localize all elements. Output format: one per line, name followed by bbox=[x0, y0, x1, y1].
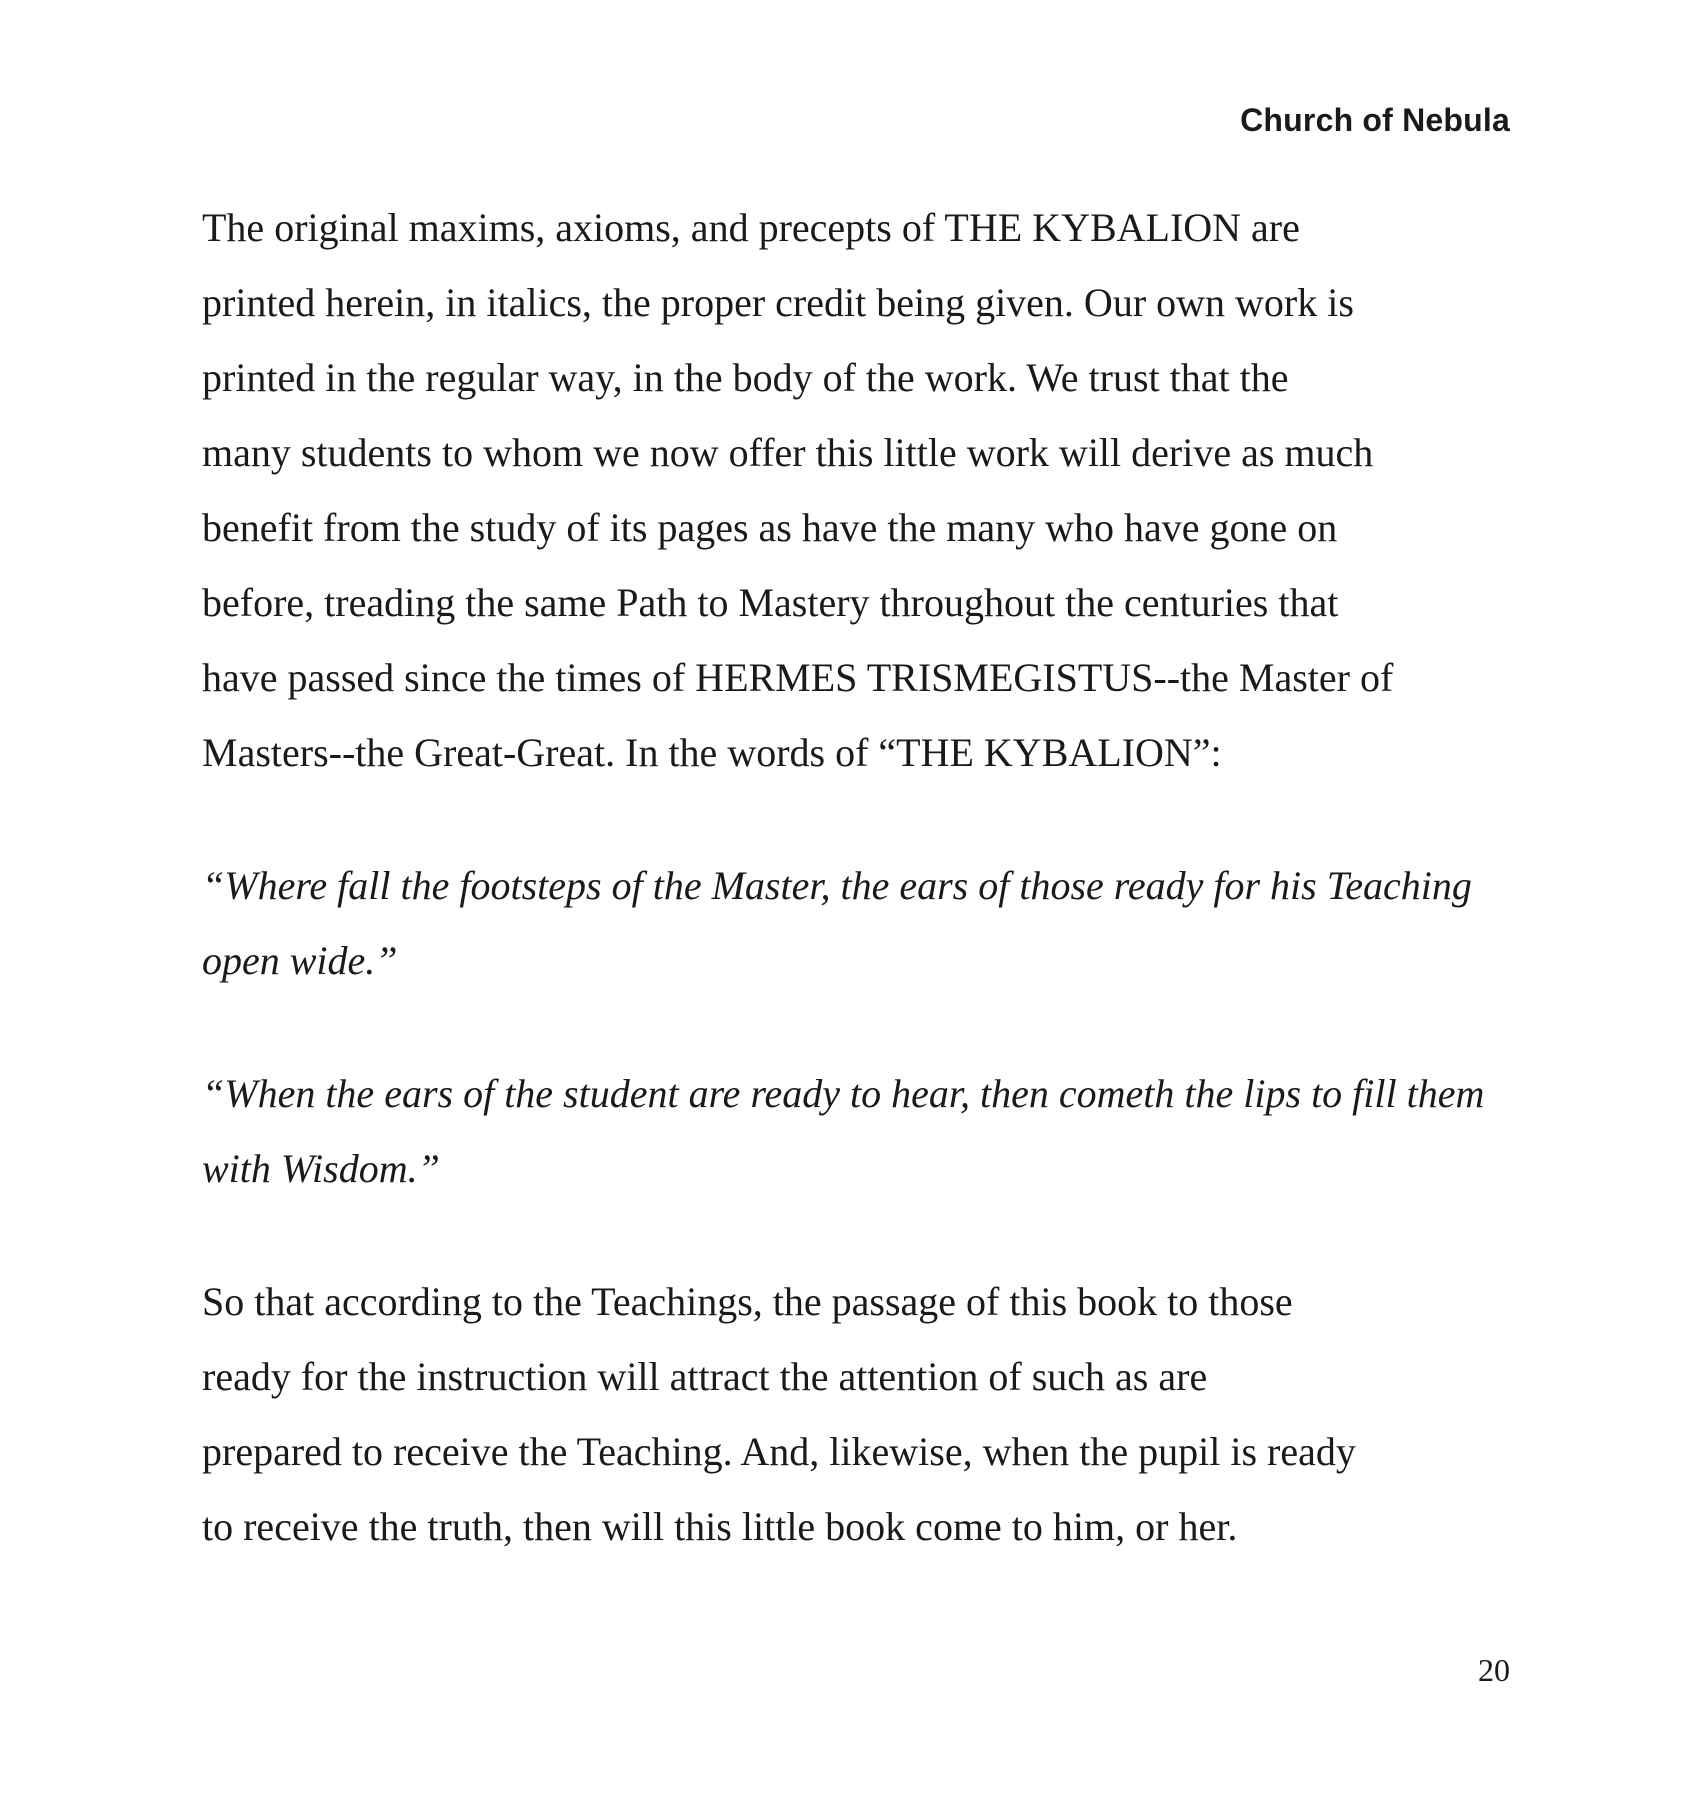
text-line: prepared to receive the Teaching. And, likewise, when the pupil is ready bbox=[202, 1429, 1356, 1474]
kybalion-quote-2 bbox=[202, 1056, 1532, 1206]
text-line: benefit from the study of its pages as have the many who have gone on bbox=[202, 505, 1338, 550]
text-line: ready for the instruction will attract the attention of such as are bbox=[202, 1354, 1208, 1399]
page-number: 20 bbox=[1478, 1652, 1510, 1688]
text-line: with Wisdom.” bbox=[202, 1146, 440, 1191]
text-line: open wide.” bbox=[202, 938, 398, 983]
text-line: have passed since the times of HERMES TRISMEGISTUS--the Master of bbox=[202, 655, 1394, 700]
running-header: Church of Nebula bbox=[1240, 102, 1510, 138]
intro-paragraph bbox=[202, 190, 1532, 790]
text-line: The original maxims, axioms, and precepts of THE KYBALION are bbox=[202, 205, 1300, 250]
text-line: “Where fall the footsteps of the Master, the ears of those ready for his Teaching bbox=[202, 863, 1472, 908]
text-line: printed in the regular way, in the body of the work. We trust that the bbox=[202, 355, 1289, 400]
kybalion-quote-1 bbox=[202, 848, 1532, 998]
text-line: before, treading the same Path to Mastery throughout the centuries that bbox=[202, 580, 1339, 625]
text-line: many students to whom we now offer this little work will derive as much bbox=[202, 430, 1374, 475]
text-line: printed herein, in italics, the proper credit being given. Our own work is bbox=[202, 280, 1354, 325]
text-line: “When the ears of the student are ready to hear, then cometh the lips to fill them bbox=[202, 1071, 1485, 1116]
text-line: to receive the truth, then will this little book come to him, or her. bbox=[202, 1504, 1238, 1549]
closing-paragraph bbox=[202, 1264, 1532, 1564]
page-body bbox=[202, 190, 1532, 1564]
text-line: Masters--the Great-Great. In the words of “THE KYBALION”: bbox=[202, 730, 1222, 775]
text-line: So that according to the Teachings, the passage of this book to those bbox=[202, 1279, 1293, 1324]
